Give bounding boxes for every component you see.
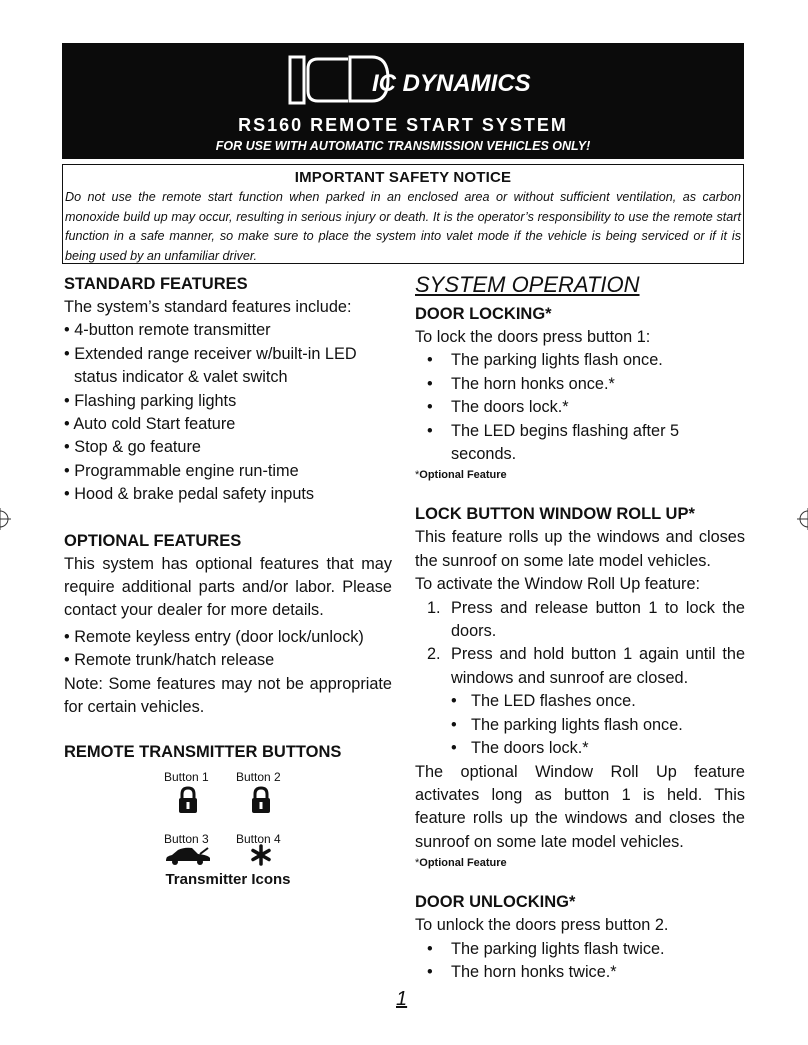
button-4-label: Button 4 bbox=[236, 831, 281, 846]
system-title: RS160 REMOTE START SYSTEM bbox=[238, 115, 568, 135]
lock-icon bbox=[178, 786, 198, 814]
list-item: • The horn honks once.* bbox=[427, 373, 745, 396]
list-item: • Remote trunk/hatch release bbox=[64, 651, 275, 670]
list-item: • The LED begins flashing after 5 seconds. bbox=[427, 420, 745, 467]
list-item: • Programmable engine run-time bbox=[64, 461, 299, 480]
door-locking-list bbox=[415, 349, 745, 466]
button-1-label: Button 1 bbox=[164, 769, 209, 784]
optional-feature-note: *Optional Feature bbox=[415, 857, 507, 870]
list-item: • Extended range receiver w/built-in LED status indicator & valet switch bbox=[64, 344, 357, 387]
door-unlocking-intro: To unlock the doors press button 2. bbox=[415, 916, 669, 935]
optional-features-intro: This system has optional features that may require additional parts and/or labor. Please contact your dealer for more details. bbox=[64, 554, 392, 620]
trunk-car-icon bbox=[164, 846, 212, 866]
list-item: • Hood & brake pedal safety inputs bbox=[64, 485, 315, 504]
system-subtitle: FOR USE WITH AUTOMATIC TRANSMISSION VEHICLES ONLY! bbox=[215, 139, 591, 153]
list-item: • The parking lights flash once. bbox=[451, 714, 745, 737]
door-locking-intro: To lock the doors press button 1: bbox=[415, 328, 651, 346]
optional-features-list bbox=[64, 626, 392, 673]
right-column bbox=[415, 272, 745, 984]
transmitter-icons-figure bbox=[64, 764, 392, 900]
door-locking-heading: DOOR LOCKING* bbox=[415, 305, 552, 323]
button-3-label: Button 3 bbox=[164, 831, 209, 846]
door-unlocking-list bbox=[415, 938, 745, 985]
unlock-icon bbox=[251, 786, 271, 814]
door-unlocking-heading: DOOR UNLOCKING* bbox=[415, 893, 576, 912]
standard-features-list bbox=[64, 319, 392, 506]
optional-feature-note: *Optional Feature bbox=[415, 469, 507, 482]
roll-up-intro: This feature rolls up the windows and closes the sunroof on some late model vehicles. bbox=[415, 528, 745, 570]
list-item: • The LED flashes once. bbox=[451, 690, 745, 713]
ic-dynamics-logo bbox=[288, 51, 548, 107]
safety-notice-body: Do not use the remote start function when parked in an enclosed area or without sufficient ventilation, as carbon monoxide build up may occur, resulting in serious injury or death. It is the operator’s responsibility to use the remote start function in a safe manner, so make sure to place the system into valet mode if the vehicle is being serviced or if it is being used by an unfamiliar driver. bbox=[65, 190, 741, 263]
list-item: • The parking lights flash once. bbox=[427, 349, 745, 372]
list-item: • Auto cold Start feature bbox=[64, 415, 236, 434]
roll-up-after: The optional Window Roll Up feature activates long as button 1 is held. This feature rolls up the windows and closes the sunroof on some late model vehicles. bbox=[415, 762, 745, 851]
list-item: 1. Press and release button 1 to lock the doors. bbox=[427, 598, 745, 641]
list-item: • The doors lock.* bbox=[451, 737, 745, 760]
registration-mark-icon bbox=[797, 508, 808, 530]
asterisk-icon bbox=[250, 844, 272, 866]
list-item: • The doors lock.* bbox=[427, 396, 745, 419]
optional-features-note: Note: Some features may not be appropriate for certain vehicles. bbox=[64, 674, 392, 717]
header-banner bbox=[62, 43, 744, 159]
list-item: • 4-button remote transmitter bbox=[64, 321, 271, 340]
roll-up-steps bbox=[415, 597, 745, 691]
standard-features-intro: The system’s standard features include: bbox=[64, 298, 352, 316]
safety-notice-title: IMPORTANT SAFETY NOTICE bbox=[294, 169, 512, 186]
list-item: • The horn honks twice.* bbox=[427, 961, 745, 984]
list-item: • Flashing parking lights bbox=[64, 391, 237, 410]
optional-features-heading: OPTIONAL FEATURES bbox=[64, 531, 242, 550]
left-column bbox=[64, 272, 392, 900]
roll-up-activate: To activate the Window Roll Up feature: bbox=[415, 575, 701, 594]
registration-mark-icon bbox=[0, 508, 11, 530]
transmitter-icons-caption: Transmitter Icons bbox=[165, 870, 291, 888]
transmitter-buttons-heading: REMOTE TRANSMITTER BUTTONS bbox=[64, 742, 342, 761]
logo-text: IC DYNAMICS bbox=[372, 70, 531, 97]
roll-up-heading: LOCK BUTTON WINDOW ROLL UP* bbox=[415, 505, 695, 524]
list-item: • The parking lights flash twice. bbox=[427, 938, 745, 961]
button-2-label: Button 2 bbox=[236, 769, 281, 784]
system-operation-heading: SYSTEM OPERATION bbox=[415, 272, 640, 297]
list-item: 2. Press and hold button 1 again until the windows and sunroof are closed. bbox=[427, 645, 745, 687]
list-item: • Remote keyless entry (door lock/unlock) bbox=[64, 627, 364, 646]
page-number: 1 bbox=[396, 988, 408, 1010]
safety-notice-box bbox=[62, 164, 744, 264]
roll-up-sub-list bbox=[415, 690, 745, 760]
standard-features-heading: STANDARD FEATURES bbox=[64, 275, 248, 293]
list-item: • Stop & go feature bbox=[64, 438, 201, 457]
